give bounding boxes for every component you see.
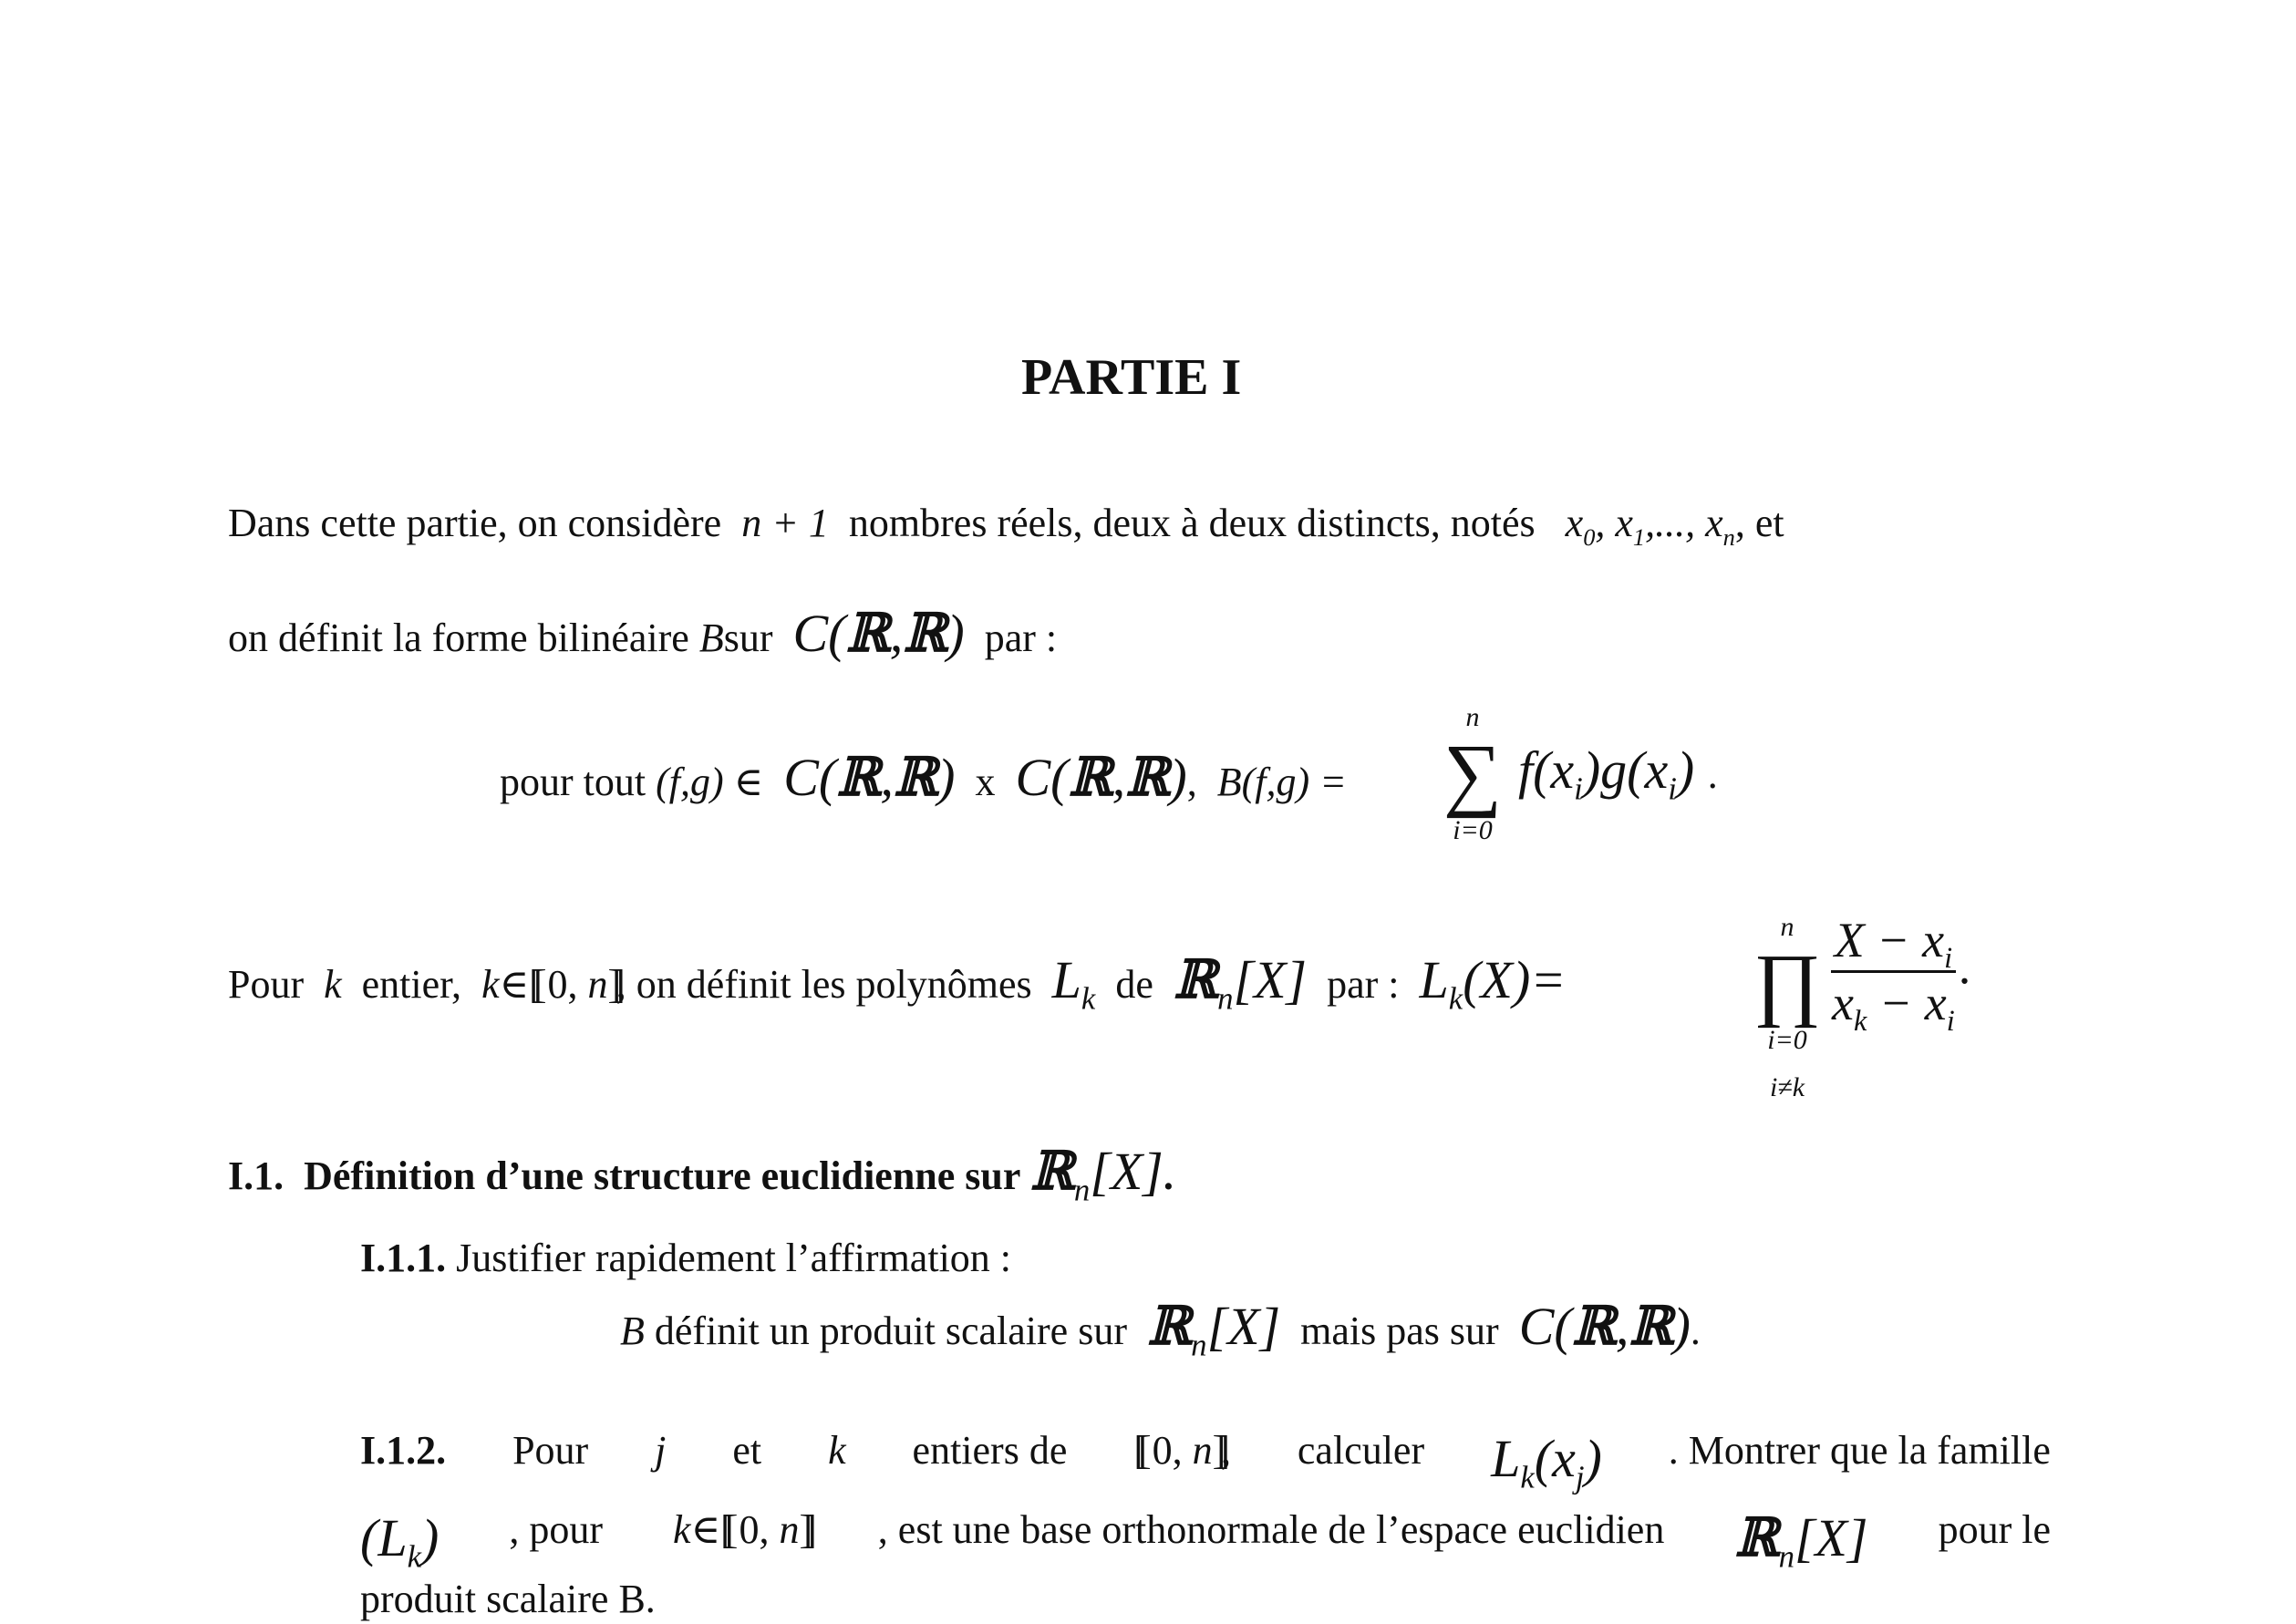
section-heading: I.1. Définition d’une structure euclidienne sur ℝ$_n$[X]. — [228, 1140, 1174, 1208]
intro-line-2: on définit la forme bilinéaire Bsur C(ℝ,ℝ) par : — [228, 602, 1058, 664]
intro-text-c: , et — [1734, 501, 1784, 545]
product-operator: n ∏ i=0 i≠k — [1753, 912, 1822, 1102]
question-1-2-line-3: produit scalaire B. — [360, 1577, 656, 1621]
product-fraction: $\frac{X - x_i}{x_k - x_i}$ . — [1832, 913, 1971, 1038]
q112-number: I.1.2. — [360, 1428, 447, 1473]
sum-summand: $f(x_i)g(x_i)$ . — [1518, 740, 1718, 807]
intro-math-points: $x_0$, $x_1$,..., $x_n$ — [1565, 501, 1735, 551]
intro-line-1 — [228, 500, 1784, 551]
intro-text-sur: sur — [723, 615, 773, 660]
lagrange-line: Pour k entier, k∈[[ 0, n]], on définit les polynômes $L_k$ de ℝ$_n$[X] par : $L_k(X)=$ — [228, 948, 1567, 1017]
question-1-2-line-1: I.1.2. Pour j et k entiers de [[ 0, n]], calculer $L_k(x_j)$ . Montrer que la famille — [360, 1428, 2051, 1495]
part-title: PARTIE I — [1021, 349, 1242, 406]
q111-text: Justifier rapidement l’affirmation : — [456, 1236, 1012, 1280]
intro-math-space: C(ℝ,ℝ) — [792, 602, 965, 664]
bilinear-formula: pour tout (f,g) ∈ C(ℝ,ℝ) x C(ℝ,ℝ), B(f,g) = — [500, 746, 1347, 808]
sum-operator: n ∑ i=0 — [1443, 702, 1503, 845]
intro-text-d: on définit la forme bilinéaire — [228, 615, 689, 660]
intro-text-b: nombres réels, deux à deux distincts, notés — [848, 501, 1536, 545]
section-number: I.1. — [228, 1153, 284, 1198]
q111-number: I.1.1. — [360, 1236, 447, 1280]
question-1-1 — [360, 1235, 1011, 1283]
intro-math-n: n + 1 — [741, 501, 829, 545]
question-1-2-line-2: $(L_k)$ , pour k∈[[ 0, n]] , est une base orthonormale de l’espace euclidien ℝ$_n$[X] pour le — [360, 1506, 2051, 1575]
section-title: Définition d’une structure euclidienne sur — [304, 1153, 1020, 1198]
question-1-1-claim: B définit un produit scalaire sur ℝ$_n$[X] mais pas sur C(ℝ,ℝ). — [620, 1295, 1701, 1363]
intro-text-a: Dans cette partie, on considère — [228, 501, 722, 545]
intro-text-par: par : — [984, 615, 1058, 660]
